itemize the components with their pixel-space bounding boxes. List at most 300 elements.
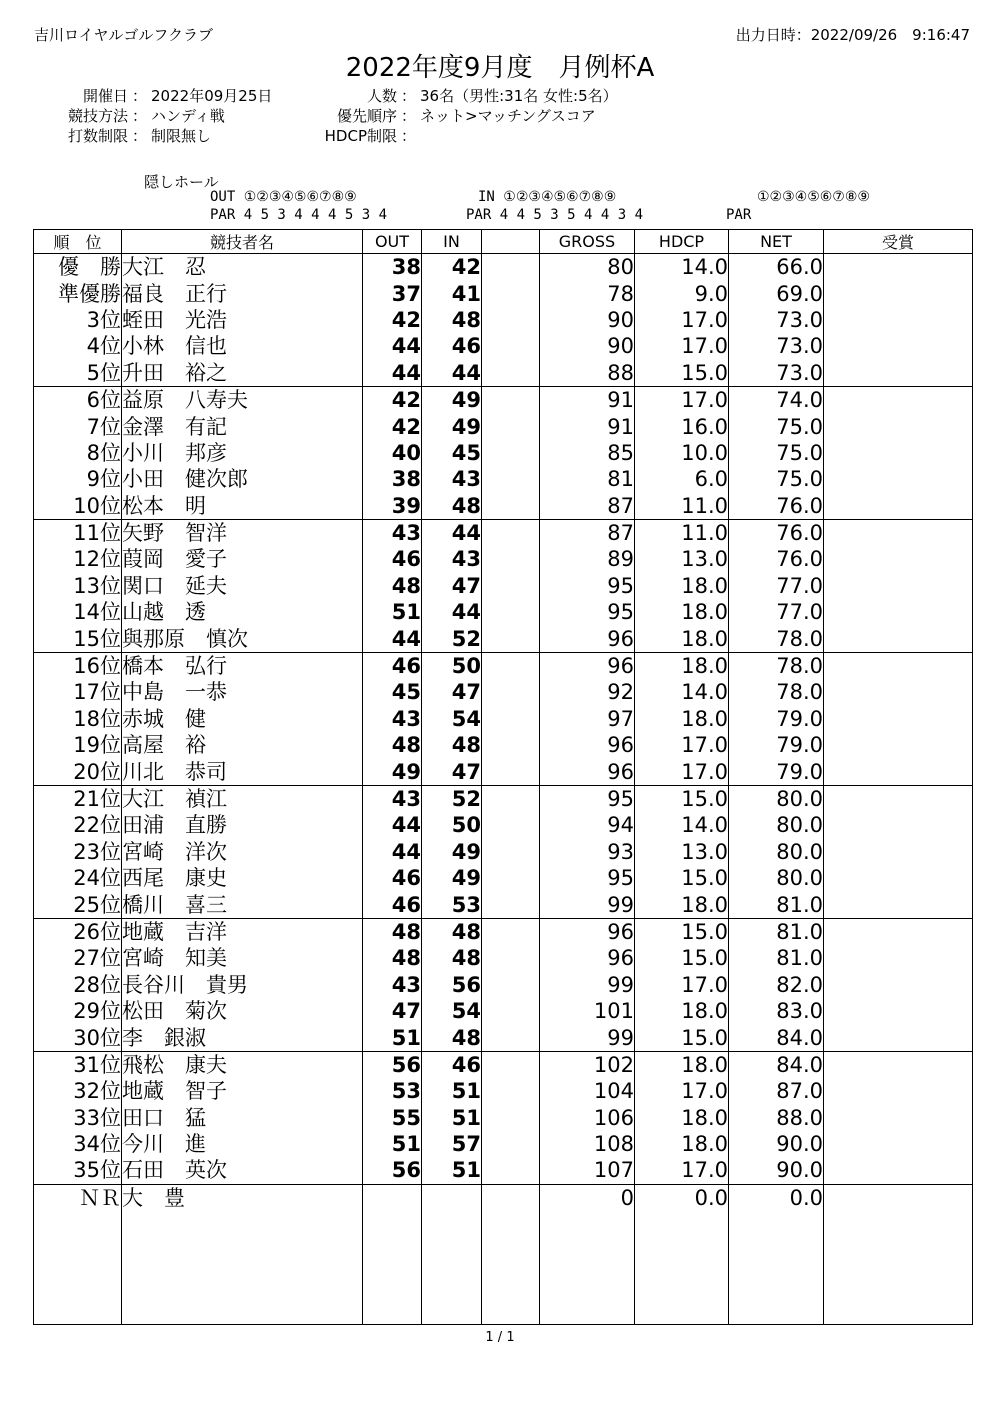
table-cell-blank [482,625,540,652]
table-row [34,413,973,439]
header-rank: 順 位 [34,230,122,254]
table-cell-name: 宮崎 洋次 [122,839,363,865]
table-cell-empty [729,1211,824,1325]
table-row [34,865,973,891]
table-cell-award [824,599,973,625]
table-cell-empty [422,1211,482,1325]
table-cell-name: 小田 健次郎 [122,466,363,492]
table-cell-in: 52 [422,785,482,812]
table-cell-award [824,679,973,705]
table-cell-rank: 30位 [34,1024,122,1051]
table-cell-rank: 11位 [34,519,122,546]
table-cell-net: 80.0 [729,785,824,812]
table-cell-gross: 96 [540,918,635,945]
table-cell-name: 大江 禎江 [122,785,363,812]
table-cell-out [363,1184,422,1211]
table-cell-hdcp: 18.0 [635,706,729,732]
header-blank [482,230,540,254]
table-cell-hdcp: 17.0 [635,758,729,785]
table-cell-net: 88.0 [729,1105,824,1131]
table-cell-hdcp: 15.0 [635,865,729,891]
table-cell-blank [482,440,540,466]
table-cell-blank [482,1157,540,1184]
table-cell-out: 56 [363,1051,422,1078]
table-cell-award [824,280,973,306]
table-cell-award [824,519,973,546]
table-row [34,652,973,679]
table-cell-name: 與那原 慎次 [122,625,363,652]
table-cell-rank: 28位 [34,972,122,998]
table-cell-hdcp: 17.0 [635,1157,729,1184]
table-cell-net: 79.0 [729,706,824,732]
table-row [34,1157,973,1184]
table-cell-blank [482,865,540,891]
table-cell-in: 50 [422,652,482,679]
table-cell-out: 48 [363,732,422,758]
table-cell-in: 51 [422,1105,482,1131]
table-cell-out: 44 [363,333,422,359]
table-cell-in: 43 [422,546,482,572]
table-cell-net: 82.0 [729,972,824,998]
table-cell-gross: 101 [540,998,635,1024]
table-cell-in: 54 [422,706,482,732]
table-row [34,1051,973,1078]
table-cell-hdcp: 18.0 [635,998,729,1024]
table-cell-in: 43 [422,466,482,492]
table-row [34,945,973,971]
header-hdcp: HDCP [635,230,729,254]
table-row [34,891,973,918]
table-cell-in: 52 [422,625,482,652]
table-cell-award [824,1105,973,1131]
table-cell-rank: 33位 [34,1105,122,1131]
table-cell-hdcp: 17.0 [635,972,729,998]
table-cell-rank: 23位 [34,839,122,865]
table-cell-in: 50 [422,812,482,838]
table-cell-net: 77.0 [729,599,824,625]
table-row [34,1078,973,1104]
table-filler-row [34,1211,973,1325]
table-row [34,546,973,572]
table-cell-out: 56 [363,1157,422,1184]
table-cell-hdcp: 15.0 [635,918,729,945]
table-cell-name: 西尾 康史 [122,865,363,891]
table-cell-net: 75.0 [729,440,824,466]
table-cell-blank [482,679,540,705]
table-cell-net: 80.0 [729,812,824,838]
table-cell-award [824,1184,973,1211]
table-cell-name: 金澤 有記 [122,413,363,439]
table-cell-out: 47 [363,998,422,1024]
table-cell-rank: 26位 [34,918,122,945]
table-cell-blank [482,386,540,413]
hidden-holes-label: 隠しホール [144,173,219,191]
table-cell-award [824,1051,973,1078]
table-cell-net: 80.0 [729,839,824,865]
competition-method: ハンディ戦 [151,107,225,125]
table-cell-blank [482,413,540,439]
table-cell-name: 関口 延夫 [122,573,363,599]
table-cell-in: 48 [422,918,482,945]
table-cell-gross: 95 [540,573,635,599]
table-cell-name: 葭岡 愛子 [122,546,363,572]
table-cell-out: 46 [363,652,422,679]
table-cell-blank [482,785,540,812]
table-cell-net: 76.0 [729,546,824,572]
hidden-holes-third: ①②③④⑤⑥⑦⑧⑨ [757,189,870,205]
table-cell-in: 42 [422,254,482,281]
table-cell-out: 42 [363,386,422,413]
table-cell-rank: 22位 [34,812,122,838]
table-cell-out: 48 [363,918,422,945]
table-cell-gross: 90 [540,307,635,333]
hidden-holes-out-par: PAR 4 5 3 4 4 4 5 3 4 [210,207,388,223]
table-cell-blank [482,652,540,679]
table-cell-award [824,1157,973,1184]
table-cell-hdcp: 11.0 [635,519,729,546]
table-cell-blank [482,839,540,865]
table-cell-gross: 96 [540,625,635,652]
table-cell-hdcp: 18.0 [635,573,729,599]
table-cell-name: 大江 忍 [122,254,363,281]
table-cell-name: 小林 信也 [122,333,363,359]
table-cell-gross: 102 [540,1051,635,1078]
table-cell-rank: 31位 [34,1051,122,1078]
table-cell-blank [482,333,540,359]
table-row [34,360,973,387]
table-cell-net: 75.0 [729,466,824,492]
table-cell-rank: 8位 [34,440,122,466]
table-cell-hdcp: 6.0 [635,466,729,492]
table-cell-hdcp: 15.0 [635,360,729,387]
table-cell-in: 46 [422,1051,482,1078]
table-cell-name: 地蔵 智子 [122,1078,363,1104]
table-cell-out: 48 [363,573,422,599]
table-cell-net: 84.0 [729,1024,824,1051]
table-cell-name: 田口 猛 [122,1105,363,1131]
table-cell-out: 44 [363,360,422,387]
table-cell-gross: 108 [540,1131,635,1157]
table-cell-net: 79.0 [729,732,824,758]
table-cell-net: 78.0 [729,625,824,652]
table-cell-blank [482,812,540,838]
table-cell-name: 益原 八寿夫 [122,386,363,413]
table-cell-rank: 27位 [34,945,122,971]
table-cell-blank [482,280,540,306]
table-cell-gross: 99 [540,1024,635,1051]
page-number: 1 / 1 [485,1330,515,1345]
header-name: 競技者名 [122,230,363,254]
table-cell-hdcp: 17.0 [635,1078,729,1104]
table-cell-name: 石田 英次 [122,1157,363,1184]
table-cell-award [824,546,973,572]
table-cell-gross: 0 [540,1184,635,1211]
table-cell-name: 高屋 裕 [122,732,363,758]
table-cell-in: 47 [422,758,482,785]
table-cell-rank: 17位 [34,679,122,705]
table-cell-rank: 6位 [34,386,122,413]
table-cell-out: 43 [363,706,422,732]
table-cell-out: 51 [363,1131,422,1157]
table-cell-rank: 7位 [34,413,122,439]
table-cell-out: 51 [363,599,422,625]
table-cell-blank [482,519,540,546]
table-cell-award [824,333,973,359]
table-cell-out: 45 [363,679,422,705]
table-cell-rank: 24位 [34,865,122,891]
table-cell-rank: 4位 [34,333,122,359]
table-cell-name: 長谷川 貴男 [122,972,363,998]
table-cell-hdcp: 18.0 [635,625,729,652]
table-cell-award [824,706,973,732]
table-cell-rank: 3位 [34,307,122,333]
table-cell-in: 47 [422,679,482,705]
table-cell-gross: 96 [540,758,635,785]
table-cell-blank [482,891,540,918]
table-cell-blank [482,493,540,520]
table-cell-award [824,493,973,520]
table-cell-in: 49 [422,839,482,865]
table-cell-gross: 97 [540,706,635,732]
table-cell-out: 43 [363,785,422,812]
meta-right: 人数 ： 36名（男性:31名 女性:5名） 優先順序 ： ネット>マッチングスコア HDCP制限 ： [300,86,618,146]
table-row [34,1131,973,1157]
table-cell-gross: 91 [540,386,635,413]
table-row [34,1184,973,1211]
table-cell-in: 53 [422,891,482,918]
hdcp-limit-label: HDCP制限 [324,127,397,145]
table-row [34,998,973,1024]
table-cell-hdcp: 17.0 [635,386,729,413]
table-cell-rank: 12位 [34,546,122,572]
table-cell-name: 橋本 弘行 [122,652,363,679]
table-row [34,573,973,599]
table-cell-gross: 87 [540,519,635,546]
table-cell-in: 49 [422,865,482,891]
table-cell-blank [482,945,540,971]
table-cell-gross: 91 [540,413,635,439]
table-cell-in: 48 [422,732,482,758]
table-cell-out: 46 [363,865,422,891]
table-cell-rank: 32位 [34,1078,122,1104]
table-cell-in: 54 [422,998,482,1024]
table-cell-in: 51 [422,1157,482,1184]
table-header-row [34,230,973,254]
table-cell-name: 地蔵 吉洋 [122,918,363,945]
table-cell-gross: 92 [540,679,635,705]
table-cell-blank [482,918,540,945]
table-cell-empty [34,1211,122,1325]
table-cell-award [824,998,973,1024]
table-cell-out: 38 [363,254,422,281]
table-cell-name: 李 銀淑 [122,1024,363,1051]
table-cell-rank: 優 勝 [34,254,122,281]
header-out: OUT [363,230,422,254]
table-cell-hdcp: 14.0 [635,812,729,838]
table-cell-blank [482,466,540,492]
table-cell-hdcp: 17.0 [635,307,729,333]
table-cell-award [824,440,973,466]
table-cell-gross: 106 [540,1105,635,1131]
table-cell-gross: 95 [540,865,635,891]
table-cell-name: 赤城 健 [122,706,363,732]
table-cell-net: 76.0 [729,493,824,520]
table-cell-award [824,839,973,865]
table-cell-award [824,918,973,945]
results-table [33,229,973,1325]
table-cell-gross: 93 [540,839,635,865]
table-cell-blank [482,1024,540,1051]
table-cell-blank [482,1078,540,1104]
table-cell-rank: 19位 [34,732,122,758]
table-cell-hdcp: 18.0 [635,652,729,679]
table-cell-hdcp: 0.0 [635,1184,729,1211]
hidden-holes-in: IN ①②③④⑤⑥⑦⑧⑨ [478,189,617,205]
table-cell-empty [540,1211,635,1325]
table-cell-in: 47 [422,573,482,599]
table-cell-rank: 21位 [34,785,122,812]
hidden-holes-in-par: PAR 4 4 5 3 5 4 4 3 4 [466,207,644,223]
table-cell-net: 77.0 [729,573,824,599]
table-cell-hdcp: 17.0 [635,732,729,758]
table-cell-net: 73.0 [729,333,824,359]
table-cell-in: 41 [422,280,482,306]
table-cell-blank [482,1131,540,1157]
table-cell-award [824,785,973,812]
table-cell-net: 87.0 [729,1078,824,1104]
table-cell-gross: 95 [540,785,635,812]
table-row [34,839,973,865]
table-cell-out: 46 [363,546,422,572]
table-cell-name: 松本 明 [122,493,363,520]
table-cell-award [824,307,973,333]
table-cell-out: 38 [363,466,422,492]
table-cell-blank [482,360,540,387]
date-label: 開催日 [82,87,128,105]
table-cell-net: 66.0 [729,254,824,281]
table-cell-out: 44 [363,839,422,865]
table-cell-hdcp: 15.0 [635,945,729,971]
table-cell-name: 大 豊 [122,1184,363,1211]
table-cell-empty [122,1211,363,1325]
header-gross: GROSS [540,230,635,254]
table-cell-award [824,1024,973,1051]
table-cell-award [824,625,973,652]
table-cell-gross: 85 [540,440,635,466]
table-cell-net: 73.0 [729,360,824,387]
table-cell-net: 75.0 [729,413,824,439]
table-cell-out: 43 [363,519,422,546]
table-cell-net: 81.0 [729,918,824,945]
table-cell-rank: 35位 [34,1157,122,1184]
table-cell-rank: 20位 [34,758,122,785]
table-cell-blank [482,732,540,758]
table-cell-gross: 96 [540,732,635,758]
club-name: 吉川ロイヤルゴルフクラブ [34,26,213,44]
table-cell-name: 宮崎 知美 [122,945,363,971]
table-cell-blank [482,254,540,281]
table-cell-net: 84.0 [729,1051,824,1078]
table-cell-rank: 25位 [34,891,122,918]
table-cell-out: 53 [363,1078,422,1104]
printed-timestamp: 出力日時：2022/09/26 9:16:47 [735,26,970,44]
table-cell-out: 48 [363,945,422,971]
table-cell-award [824,652,973,679]
table-cell-blank [482,573,540,599]
table-cell-in: 48 [422,307,482,333]
table-cell-in: 49 [422,386,482,413]
table-cell-out: 39 [363,493,422,520]
table-row [34,386,973,413]
table-cell-out: 37 [363,280,422,306]
table-cell-award [824,891,973,918]
participant-count: 36名（男性:31名 女性:5名） [420,87,618,105]
table-cell-rank: 16位 [34,652,122,679]
header-net: NET [729,230,824,254]
table-cell-name: 升田 裕之 [122,360,363,387]
page-title: 2022年度9月度 月例杯A [345,53,655,83]
table-row [34,466,973,492]
table-cell-rank: 準優勝 [34,280,122,306]
table-cell-hdcp: 9.0 [635,280,729,306]
table-cell-hdcp: 14.0 [635,679,729,705]
table-cell-hdcp: 13.0 [635,546,729,572]
table-cell-name: 蛭田 光浩 [122,307,363,333]
table-row [34,679,973,705]
table-row [34,519,973,546]
table-cell-award [824,386,973,413]
table-cell-gross: 96 [540,945,635,971]
table-cell-rank: 13位 [34,573,122,599]
table-cell-empty [635,1211,729,1325]
table-cell-out: 44 [363,812,422,838]
table-cell-award [824,573,973,599]
table-cell-award [824,1078,973,1104]
header-award: 受賞 [824,230,973,254]
table-cell-blank [482,1051,540,1078]
table-cell-hdcp: 18.0 [635,599,729,625]
table-cell-hdcp: 18.0 [635,1105,729,1131]
table-row [34,1024,973,1051]
table-cell-rank: 34位 [34,1131,122,1157]
limit-label: 打数制限 [67,127,128,145]
table-cell-net: 81.0 [729,891,824,918]
table-cell-net: 69.0 [729,280,824,306]
priority-label: 優先順序 [336,107,397,125]
header-in: IN [422,230,482,254]
table-cell-name: 中島 一恭 [122,679,363,705]
table-row [34,758,973,785]
hidden-holes-out: OUT ①②③④⑤⑥⑦⑧⑨ [210,189,357,205]
table-row [34,599,973,625]
table-cell-in [422,1184,482,1211]
table-row [34,706,973,732]
table-cell-rank: ＮＲ [34,1184,122,1211]
table-cell-award [824,360,973,387]
table-cell-name: 福良 正行 [122,280,363,306]
table-cell-out: 42 [363,413,422,439]
table-cell-rank: 9位 [34,466,122,492]
table-cell-rank: 14位 [34,599,122,625]
table-cell-in: 44 [422,519,482,546]
table-cell-award [824,413,973,439]
table-cell-award [824,812,973,838]
table-cell-award [824,1131,973,1157]
table-cell-net: 90.0 [729,1131,824,1157]
table-cell-net: 81.0 [729,945,824,971]
table-cell-net: 78.0 [729,652,824,679]
table-cell-award [824,466,973,492]
